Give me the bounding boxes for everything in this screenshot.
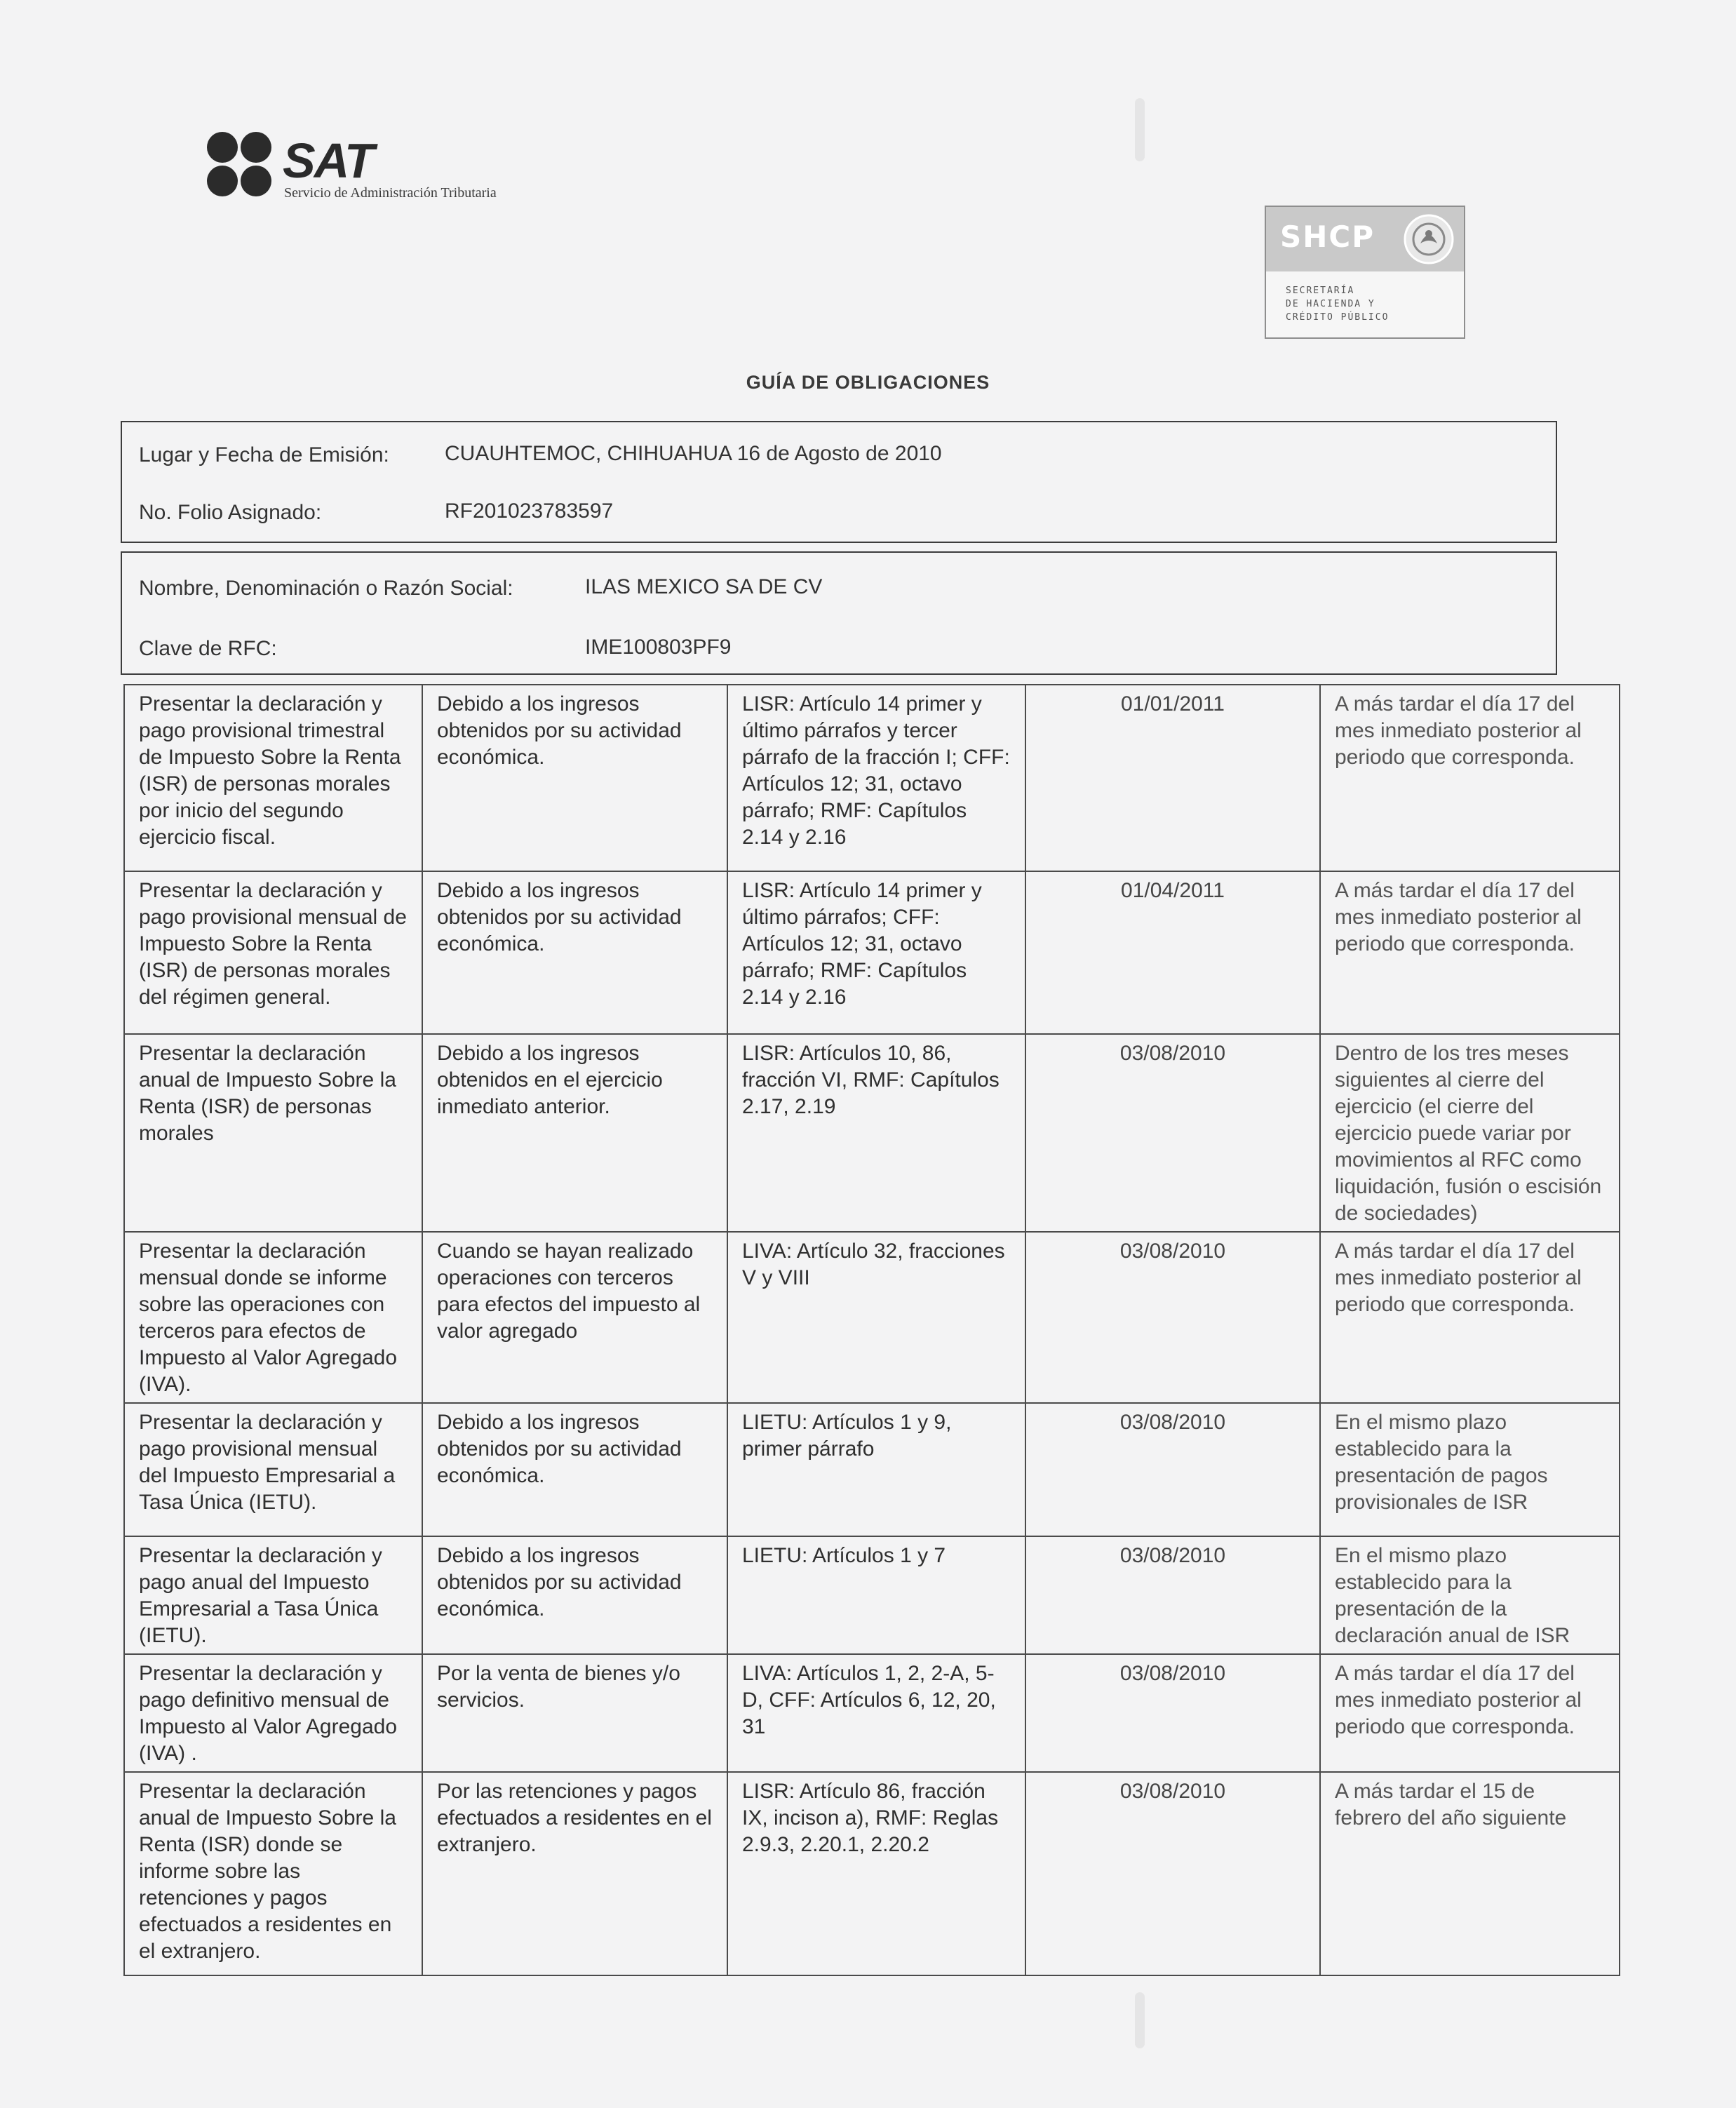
obligation-start-date: 01/01/2011: [1025, 685, 1320, 871]
document-title: GUÍA DE OBLIGACIONES: [746, 372, 990, 393]
obligation-start-date: 03/08/2010: [1025, 1772, 1320, 1975]
obligation-row: [124, 1232, 1620, 1403]
obligation-description: Presentar la declaración y pago anual del Impuesto Empresarial a Tasa Única (IETU).: [124, 1536, 422, 1654]
scan-stain: [1135, 1992, 1145, 2048]
shcp-logo: [1265, 206, 1465, 339]
obligation-description: Presentar la declaración y pago provisional trimestral de Impuesto Sobre la Renta (ISR) de personas morales por inicio del segundo ejercicio fiscal.: [124, 685, 422, 871]
obligation-legal-basis: LIVA: Artículos 1, 2, 2-A, 5-D, CFF: Artículos 6, 12, 20, 31: [727, 1654, 1025, 1772]
obligation-row: [124, 1772, 1620, 1975]
obligation-reason: Debido a los ingresos obtenidos en el ejercicio inmediato anterior.: [422, 1034, 727, 1232]
obligation-start-date: 03/08/2010: [1025, 1536, 1320, 1654]
mexican-seal-icon: [1402, 213, 1455, 266]
obligation-legal-basis: LIETU: Artículos 1 y 7: [727, 1536, 1025, 1654]
company-name-value: ILAS MEXICO SA DE CV: [585, 575, 823, 598]
rfc-label: Clave de RFC:: [139, 637, 277, 660]
obligation-reason: Debido a los ingresos obtenidos por su actividad económica.: [422, 1536, 727, 1654]
obligation-legal-basis: LISR: Artículo 14 primer y último párrafos y tercer párrafo de la fracción I; CFF: Artículos 12; 31, octavo párrafo; RMF: Capítulos 2.14 y 2.16: [727, 685, 1025, 871]
shcp-logo-subtitle: SECRETARÍA DE HACIENDA Y CRÉDITO PÚBLICO: [1286, 286, 1390, 323]
obligation-description: Presentar la declaración y pago definitivo mensual de Impuesto al Valor Agregado (IVA) .: [124, 1654, 422, 1772]
sat-logo: [207, 132, 600, 209]
obligation-legal-basis: LIVA: Artículo 32, fracciones V y VIII: [727, 1232, 1025, 1403]
obligation-row: [124, 871, 1620, 1034]
obligation-reason: Por la venta de bienes y/o servicios.: [422, 1654, 727, 1772]
obligation-deadline: Dentro de los tres meses siguientes al cierre del ejercicio (el cierre del ejercicio puede variar por movimientos al RFC como liquidación, fusión o escisión de sociedades): [1320, 1034, 1620, 1232]
obligation-start-date: 03/08/2010: [1025, 1232, 1320, 1403]
obligation-start-date: 03/08/2010: [1025, 1403, 1320, 1536]
sat-logo-subtitle: Servicio de Administración Tributaria: [284, 185, 497, 201]
obligations-table: [123, 684, 1620, 1976]
obligation-row: [124, 1034, 1620, 1232]
obligation-legal-basis: LISR: Artículo 86, fracción IX, incison a), RMF: Reglas 2.9.3, 2.20.1, 2.20.2: [727, 1772, 1025, 1975]
obligation-reason: Debido a los ingresos obtenidos por su actividad económica.: [422, 685, 727, 871]
obligation-legal-basis: LISR: Artículos 10, 86, fracción VI, RMF: Capítulos 2.17, 2.19: [727, 1034, 1025, 1232]
obligation-deadline: En el mismo plazo establecido para la presentación de la declaración anual de ISR: [1320, 1536, 1620, 1654]
obligation-deadline: A más tardar el día 17 del mes inmediato posterior al periodo que corresponda.: [1320, 685, 1620, 871]
obligation-reason: Por las retenciones y pagos efectuados a residentes en el extranjero.: [422, 1772, 727, 1975]
obligation-deadline: En el mismo plazo establecido para la presentación de pagos provisionales de ISR: [1320, 1403, 1620, 1536]
place-date-value: CUAUHTEMOC, CHIHUAHUA 16 de Agosto de 2010: [445, 442, 942, 465]
taxpayer-info-box: [121, 551, 1557, 675]
obligation-row: [124, 685, 1620, 871]
obligation-description: Presentar la declaración anual de Impuesto Sobre la Renta (ISR) de personas morales: [124, 1034, 422, 1232]
obligation-deadline: A más tardar el 15 de febrero del año siguiente: [1320, 1772, 1620, 1975]
sat-logo-text: SAT: [283, 133, 373, 188]
obligation-reason: Debido a los ingresos obtenidos por su actividad económica.: [422, 871, 727, 1034]
shcp-logo-text: SHCP: [1280, 220, 1375, 254]
obligation-legal-basis: LISR: Artículo 14 primer y último párrafos; CFF: Artículos 12; 31, octavo párrafo; RMF: Capítulos 2.14 y 2.16: [727, 871, 1025, 1034]
obligation-start-date: 01/04/2011: [1025, 871, 1320, 1034]
place-date-label: Lugar y Fecha de Emisión:: [139, 443, 389, 466]
obligation-description: Presentar la declaración mensual donde se informe sobre las operaciones con terceros para efectos de Impuesto al Valor Agregado (IVA).: [124, 1232, 422, 1403]
obligation-row: [124, 1403, 1620, 1536]
obligation-reason: Cuando se hayan realizado operaciones con terceros para efectos del impuesto al valor agregado: [422, 1232, 727, 1403]
sat-logo-mark: [207, 132, 277, 202]
obligation-legal-basis: LIETU: Artículos 1 y 9, primer párrafo: [727, 1403, 1025, 1536]
obligation-reason: Debido a los ingresos obtenidos por su actividad económica.: [422, 1403, 727, 1536]
obligation-start-date: 03/08/2010: [1025, 1034, 1320, 1232]
obligation-start-date: 03/08/2010: [1025, 1654, 1320, 1772]
obligation-deadline: A más tardar el día 17 del mes inmediato posterior al periodo que corresponda.: [1320, 1232, 1620, 1403]
obligation-deadline: A más tardar el día 17 del mes inmediato posterior al periodo que corresponda.: [1320, 871, 1620, 1034]
obligation-description: Presentar la declaración y pago provisional mensual del Impuesto Empresarial a Tasa Única (IETU).: [124, 1403, 422, 1536]
obligation-deadline: A más tardar el día 17 del mes inmediato posterior al periodo que corresponda.: [1320, 1654, 1620, 1772]
folio-label: No. Folio Asignado:: [139, 501, 322, 524]
obligation-row: [124, 1536, 1620, 1654]
obligation-description: Presentar la declaración y pago provisional mensual de Impuesto Sobre la Renta (ISR) de personas morales del régimen general.: [124, 871, 422, 1034]
rfc-value: IME100803PF9: [585, 636, 732, 659]
folio-value: RF201023783597: [445, 499, 614, 523]
scan-stain: [1135, 98, 1145, 161]
emission-info-box: [121, 421, 1557, 543]
obligation-row: [124, 1654, 1620, 1772]
company-name-label: Nombre, Denominación o Razón Social:: [139, 577, 513, 600]
obligation-description: Presentar la declaración anual de Impuesto Sobre la Renta (ISR) donde se informe sobre las retenciones y pagos efectuados a residentes en el extranjero.: [124, 1772, 422, 1975]
